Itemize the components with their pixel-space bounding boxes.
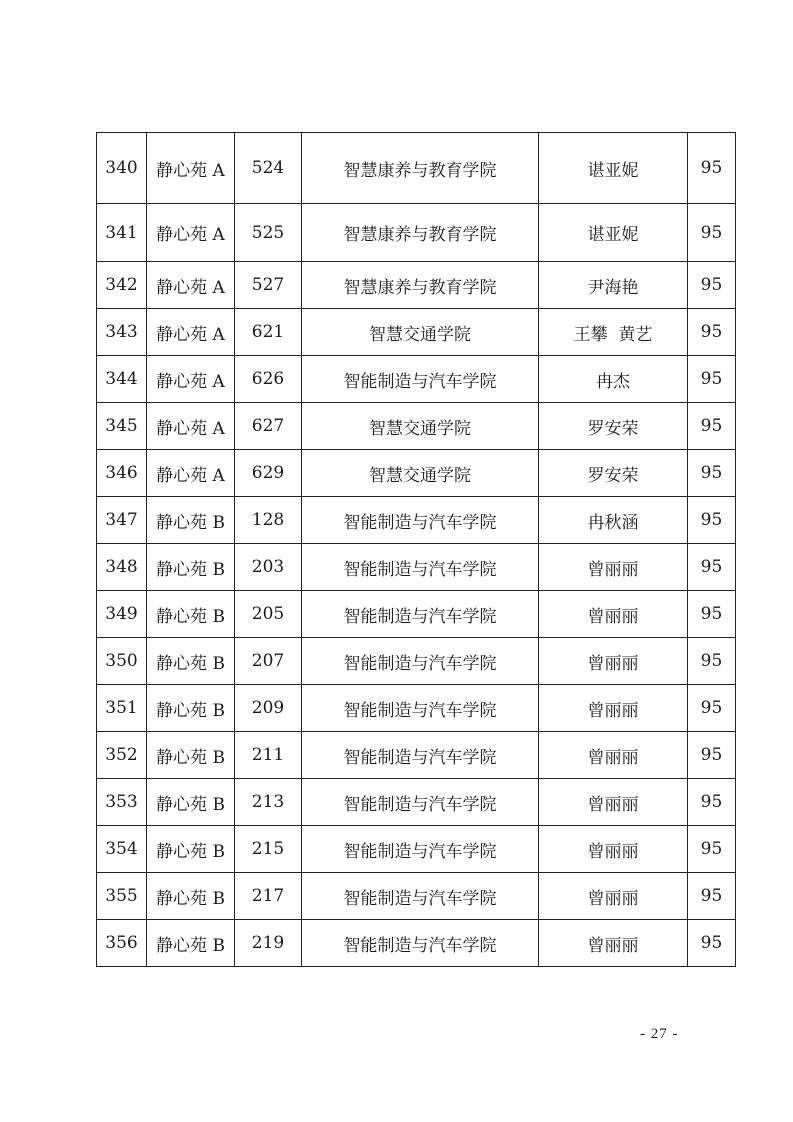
row-number-cell: 345 [97,403,147,450]
room-number-cell: 211 [235,732,302,779]
building-cell: 静心苑 B [147,873,235,920]
room-number-cell: 621 [235,309,302,356]
counselor-cell: 曾丽丽 [539,779,688,826]
score-cell: 95 [688,685,736,732]
room-number-cell: 629 [235,450,302,497]
college-cell: 智慧交通学院 [302,309,539,356]
counselor-cell: 曾丽丽 [539,638,688,685]
counselor-cell: 曾丽丽 [539,685,688,732]
building-cell: 静心苑 B [147,826,235,873]
college-cell: 智能制造与汽车学院 [302,732,539,779]
counselor-cell: 谌亚妮 [539,133,688,204]
table-row [97,544,736,591]
room-number-cell: 213 [235,779,302,826]
row-number-cell: 342 [97,262,147,309]
building-cell: 静心苑 A [147,133,235,204]
counselor-cell: 曾丽丽 [539,873,688,920]
page-number: - 27 - [640,1026,679,1042]
college-cell: 智能制造与汽车学院 [302,920,539,967]
building-cell: 静心苑 B [147,497,235,544]
college-cell: 智慧康养与教育学院 [302,262,539,309]
building-cell: 静心苑 B [147,685,235,732]
college-cell: 智能制造与汽车学院 [302,497,539,544]
score-cell: 95 [688,826,736,873]
building-cell: 静心苑 B [147,732,235,779]
counselor-cell: 曾丽丽 [539,591,688,638]
score-cell: 95 [688,133,736,204]
counselor-cell: 曾丽丽 [539,920,688,967]
room-number-cell: 524 [235,133,302,204]
college-cell: 智能制造与汽车学院 [302,591,539,638]
score-cell: 95 [688,262,736,309]
row-number-cell: 355 [97,873,147,920]
room-number-cell: 207 [235,638,302,685]
counselor-cell: 谌亚妮 [539,204,688,262]
room-number-cell: 627 [235,403,302,450]
score-cell: 95 [688,638,736,685]
room-number-cell: 205 [235,591,302,638]
college-cell: 智慧交通学院 [302,450,539,497]
building-cell: 静心苑 A [147,262,235,309]
room-number-cell: 525 [235,204,302,262]
building-cell: 静心苑 A [147,356,235,403]
table-row [97,497,736,544]
score-cell: 95 [688,779,736,826]
table-row [97,133,736,204]
score-cell: 95 [688,204,736,262]
counselor-cell: 曾丽丽 [539,826,688,873]
table-row [97,204,736,262]
college-cell: 智能制造与汽车学院 [302,873,539,920]
college-cell: 智能制造与汽车学院 [302,685,539,732]
counselor-cell: 曾丽丽 [539,544,688,591]
score-cell: 95 [688,920,736,967]
table-body [97,133,736,967]
score-cell: 95 [688,873,736,920]
table-row [97,826,736,873]
table-row [97,638,736,685]
row-number-cell: 352 [97,732,147,779]
building-cell: 静心苑 A [147,309,235,356]
college-cell: 智慧交通学院 [302,403,539,450]
row-number-cell: 350 [97,638,147,685]
table-row [97,920,736,967]
college-cell: 智慧康养与教育学院 [302,204,539,262]
table-row [97,685,736,732]
table-row [97,356,736,403]
building-cell: 静心苑 B [147,638,235,685]
score-cell: 95 [688,497,736,544]
score-cell: 95 [688,732,736,779]
building-cell: 静心苑 A [147,450,235,497]
counselor-cell: 尹海艳 [539,262,688,309]
table-row [97,309,736,356]
row-number-cell: 341 [97,204,147,262]
table-row [97,732,736,779]
room-number-cell: 217 [235,873,302,920]
room-number-cell: 219 [235,920,302,967]
building-cell: 静心苑 B [147,779,235,826]
table-row [97,403,736,450]
table-row [97,262,736,309]
building-cell: 静心苑 A [147,403,235,450]
counselor-cell: 曾丽丽 [539,732,688,779]
row-number-cell: 354 [97,826,147,873]
row-number-cell: 351 [97,685,147,732]
counselor-cell: 冉杰 [539,356,688,403]
counselor-cell: 罗安荣 [539,403,688,450]
room-number-cell: 626 [235,356,302,403]
row-number-cell: 343 [97,309,147,356]
college-cell: 智能制造与汽车学院 [302,779,539,826]
table-row [97,779,736,826]
dormitory-score-table [96,132,736,967]
row-number-cell: 353 [97,779,147,826]
room-number-cell: 527 [235,262,302,309]
row-number-cell: 348 [97,544,147,591]
building-cell: 静心苑 B [147,544,235,591]
building-cell: 静心苑 B [147,591,235,638]
room-number-cell: 215 [235,826,302,873]
table-row [97,873,736,920]
row-number-cell: 346 [97,450,147,497]
room-number-cell: 128 [235,497,302,544]
college-cell: 智能制造与汽车学院 [302,544,539,591]
score-cell: 95 [688,403,736,450]
college-cell: 智慧康养与教育学院 [302,133,539,204]
counselor-cell: 罗安荣 [539,450,688,497]
room-number-cell: 209 [235,685,302,732]
counselor-cell: 王攀 黄艺 [539,309,688,356]
row-number-cell: 356 [97,920,147,967]
row-number-cell: 340 [97,133,147,204]
building-cell: 静心苑 A [147,204,235,262]
score-cell: 95 [688,450,736,497]
table-row [97,450,736,497]
college-cell: 智能制造与汽车学院 [302,638,539,685]
college-cell: 智能制造与汽车学院 [302,356,539,403]
score-cell: 95 [688,591,736,638]
score-cell: 95 [688,309,736,356]
building-cell: 静心苑 B [147,920,235,967]
score-cell: 95 [688,544,736,591]
row-number-cell: 347 [97,497,147,544]
score-cell: 95 [688,356,736,403]
counselor-cell: 冉秋涵 [539,497,688,544]
college-cell: 智能制造与汽车学院 [302,826,539,873]
row-number-cell: 344 [97,356,147,403]
table-row [97,591,736,638]
row-number-cell: 349 [97,591,147,638]
room-number-cell: 203 [235,544,302,591]
